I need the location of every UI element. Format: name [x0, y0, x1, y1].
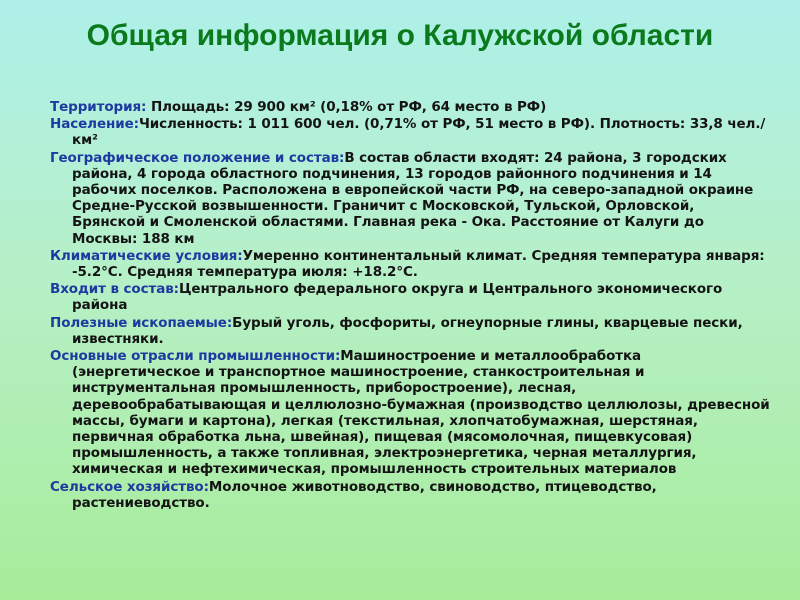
info-item-territory [50, 99, 770, 115]
item-text: Умеренно континентальный климат. Средняя температура января: -5.2°C. Средняя температура июля: +18.2°C. [72, 247, 765, 281]
info-item-membership [50, 281, 770, 313]
item-label: Географическое положение и состав: [50, 149, 345, 166]
item-label: Основные отрасли промышленности: [50, 348, 341, 365]
item-label: Климатические условия: [50, 247, 243, 264]
item-text: Центрального федерального округа и Центрального экономического района [72, 281, 723, 314]
info-item-industry [50, 348, 770, 478]
info-item-agriculture [50, 479, 770, 511]
info-item-population [50, 116, 770, 148]
item-label: Сельское хозяйство: [50, 478, 209, 495]
item-label: Территория: [50, 99, 147, 115]
item-label: Население: [50, 116, 139, 133]
item-text: Численность: 1 011 600 чел. (0,71% от РФ, 51 место в РФ). Плотность: 33,8 чел./км² [72, 116, 766, 149]
info-item-geography [50, 150, 770, 247]
slide-title: Общая информация о Калужской области [86, 19, 714, 52]
item-text: В состав области входят: 24 района, 3 городских района, 4 города областного подчинения, 13 городов районного подчинения и 14 рабочих поселков. Расположена в европейской части РФ, на северо-западной окраине Средне-Русской возвышенности. Граничит с Московской, Тульской, Орловской, Брянской и Смоленской областями. Главная река - Ока. Расстояние от Калуги до Москвы: 188 км [72, 149, 754, 247]
info-list [50, 99, 770, 512]
item-text: Молочное животноводство, свиноводство, птицеводство, растениеводство. [72, 478, 657, 511]
item-text: Бурый уголь, фосфориты, огнеупорные глины, кварцевые пески, известняки. [72, 314, 743, 347]
info-item-minerals [50, 315, 770, 347]
item-text: Площадь: 29 900 км² (0,18% от РФ, 64 место в РФ) [146, 99, 547, 115]
item-label: Полезные ископаемые: [50, 314, 233, 331]
item-text: Машиностроение и металлообработка (энергетическое и транспортное машиностроение, станкостроительная и инструментальная промышленность, приборостроение), лесная, деревообрабатывающая и целлюлозно-бумажная (производство целлюлозы, древесной массы, бумаги и картона), легкая (текстильная, хлопчатобумажная, шерстяная, первичная обработка льна, швейная), пищевая (мясомолочная, пищевкусовая) промышленность, а также топливная, электроэнергетика, черная металлургия, химическая и нефтехимическая, промышленность строительных материалов [72, 348, 770, 478]
item-label: Входит в состав: [50, 281, 179, 298]
info-item-climate [50, 248, 770, 280]
